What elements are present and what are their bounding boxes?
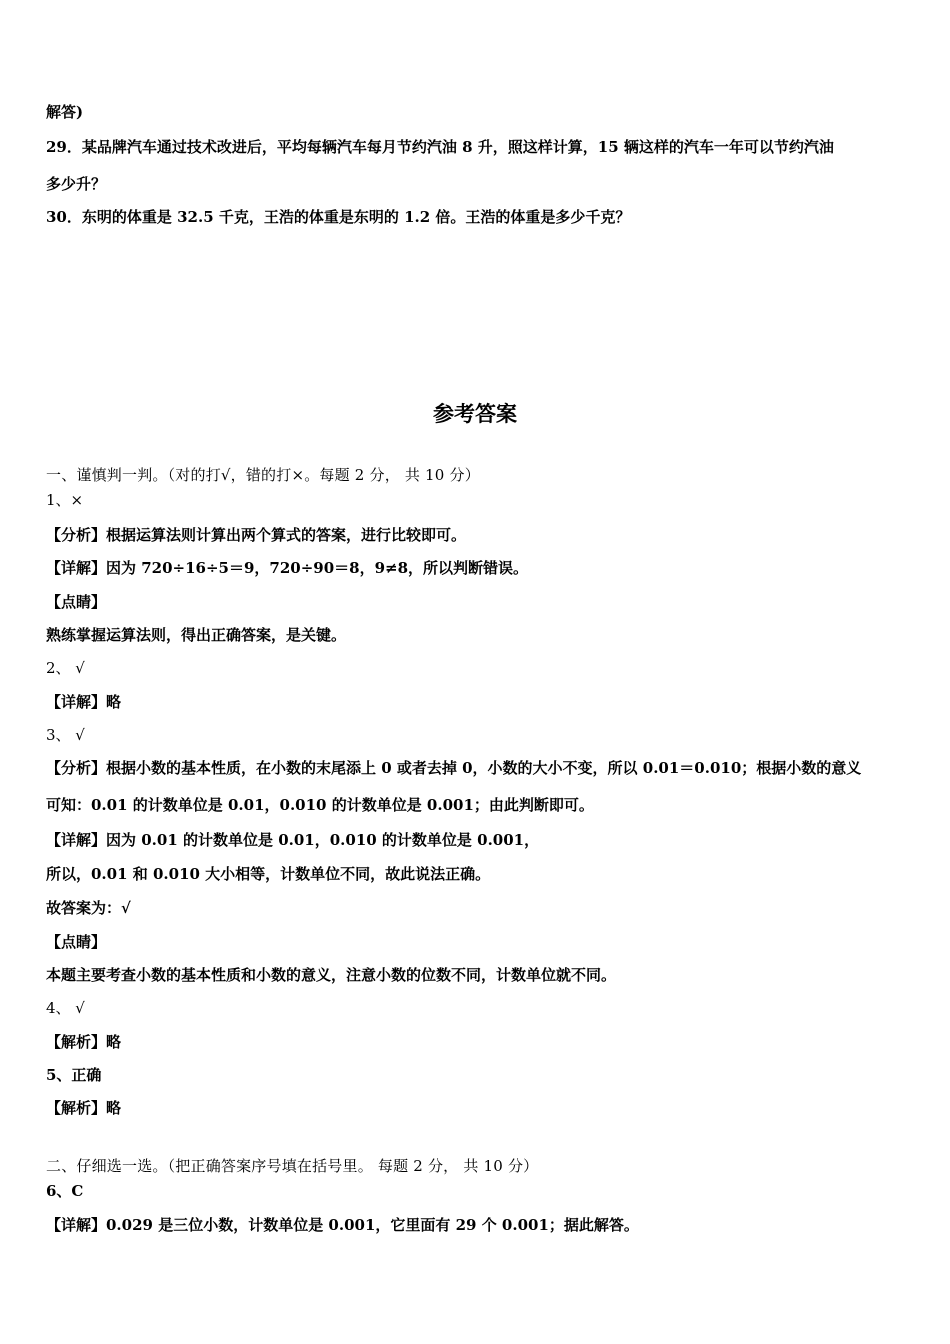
answer-3-point-label: 【点睛】 <box>46 933 107 951</box>
answer-4: 4、 √ <box>46 999 85 1017</box>
answer-4-analysis: 【解析】略 <box>46 1033 122 1051</box>
answer-3-point-text: 本题主要考查小数的基本性质和小数的意义，注意小数的位数不同，计数单位就不同。 <box>46 966 617 984</box>
section-1-heading: 一、谨慎判一判。（对的打√，错的打×。每题 2 分， 共 10 分） <box>46 466 480 484</box>
answer-1: 1、× <box>46 491 84 509</box>
answer-5-analysis: 【解析】略 <box>46 1099 122 1117</box>
answer-2-detail: 【详解】略 <box>46 693 122 711</box>
question-29-line-1: 29．某品牌汽车通过技术改进后，平均每辆汽车每月节约汽油 8 升，照这样计算，15 辆这样的汽车一年可以节约汽油 <box>46 138 834 156</box>
answer-1-point-label: 【点睛】 <box>46 593 107 611</box>
answer-1-analysis: 【分析】根据运算法则计算出两个算式的答案，进行比较即可。 <box>46 526 467 544</box>
question-30: 30．东明的体重是 32.5 千克，王浩的体重是东明的 1.2 倍。王浩的体重是多少千克？ <box>46 208 631 226</box>
answer-3-analysis-line-2: 可知：0.01 的计数单位是 0.01，0.010 的计数单位是 0.001；由此判断即可。 <box>46 796 594 814</box>
answer-3-detail-line-3: 故答案为：√ <box>46 899 131 917</box>
answer-6: 6、C <box>46 1182 84 1200</box>
answer-1-detail: 【详解】因为 720÷16÷5＝9，720÷90＝8，9≠8，所以判断错误。 <box>46 559 529 577</box>
section-2-heading: 二、仔细选一选。（把正确答案序号填在括号里。 每题 2 分， 共 10 分） <box>46 1157 539 1175</box>
answer-3: 3、 √ <box>46 726 85 744</box>
answer-5: 5、正确 <box>46 1066 102 1084</box>
answer-3-detail-line-2: 所以，0.01 和 0.010 大小相等，计数单位不同，故此说法正确。 <box>46 865 491 883</box>
answer-2: 2、 √ <box>46 659 85 677</box>
question-29-line-2: 多少升？ <box>46 175 107 193</box>
answer-6-detail: 【详解】0.029 是三位小数，计数单位是 0.001，它里面有 29 个 0.001；据此解答。 <box>46 1216 639 1234</box>
answer-3-detail-line-1: 【详解】因为 0.01 的计数单位是 0.01，0.010 的计数单位是 0.001， <box>46 831 540 849</box>
answer-3-analysis-line-1: 【分析】根据小数的基本性质，在小数的末尾添上 0 或者去掉 0，小数的大小不变，所以 0.01＝0.010；根据小数的意义 <box>46 759 862 777</box>
answers-title: 参考答案 <box>433 402 517 426</box>
answer-1-point-text: 熟练掌握运算法则，得出正确答案，是关键。 <box>46 626 347 644</box>
question-continuation: 解答) <box>46 103 84 121</box>
